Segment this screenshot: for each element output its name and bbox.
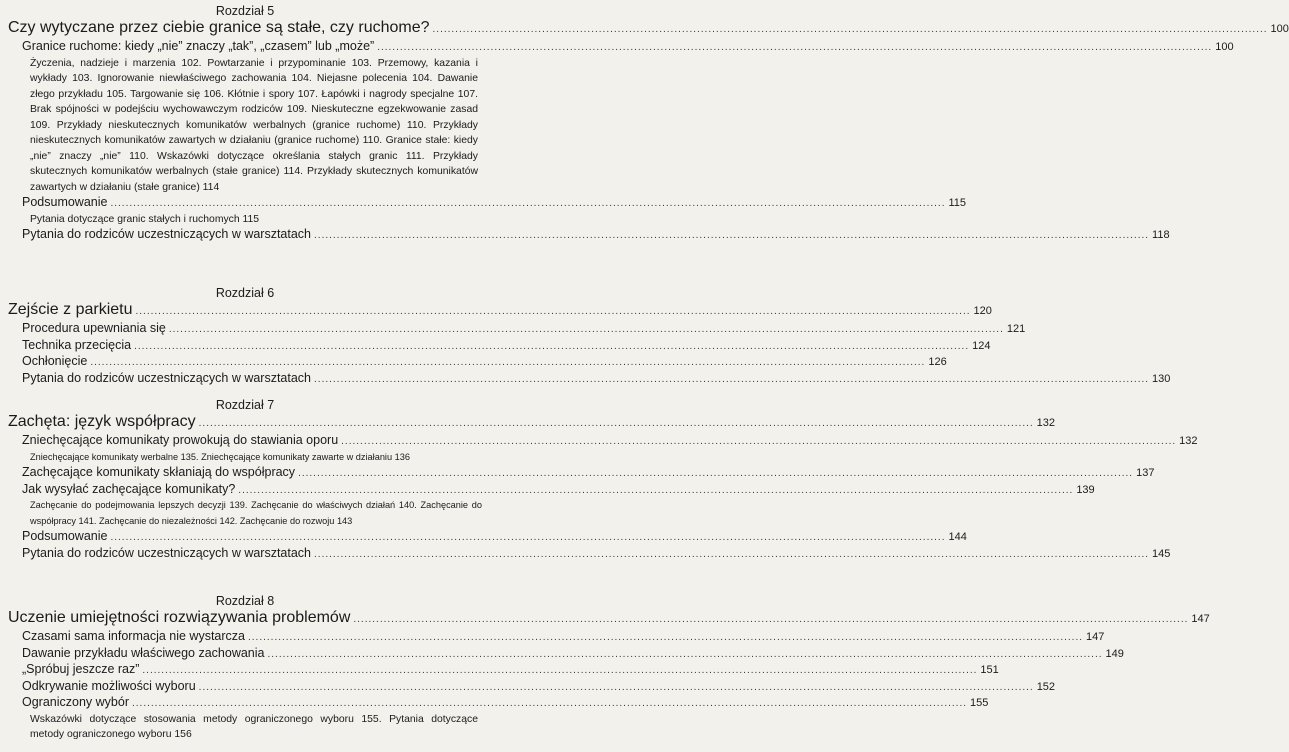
leader-dots bbox=[353, 611, 1188, 629]
chapter-5-title: Czy wytyczane przez ciebie granice są stałe, czy ruchome? bbox=[8, 19, 430, 36]
page-number: 132 bbox=[1036, 417, 1056, 429]
section-title: Jak wysyłać zachęcające komunikaty? bbox=[22, 481, 236, 496]
page-number: 120 bbox=[973, 305, 992, 317]
section-row bbox=[8, 337, 991, 355]
section-row bbox=[8, 662, 999, 679]
leader-dots bbox=[238, 483, 1073, 499]
leader-dots bbox=[341, 434, 1176, 450]
page-number: 151 bbox=[980, 664, 999, 676]
leader-dots bbox=[377, 40, 1212, 56]
chapter-7-label: Rozdział 7 bbox=[215, 398, 275, 412]
page-number: 132 bbox=[1179, 435, 1198, 447]
page-number: 130 bbox=[1152, 372, 1171, 385]
page-number: 124 bbox=[972, 339, 991, 352]
page-number: 149 bbox=[1105, 647, 1124, 660]
leader-dots bbox=[314, 228, 1149, 244]
chapter-5-title-row bbox=[8, 19, 1289, 39]
page-number: 121 bbox=[1006, 323, 1026, 335]
section-row bbox=[8, 433, 1198, 450]
leader-dots bbox=[298, 466, 1133, 482]
section-title: Podsumowanie bbox=[22, 529, 108, 543]
chapter-6-title: Zejście z parkietu bbox=[8, 301, 133, 318]
section-row bbox=[8, 695, 989, 712]
section-row bbox=[8, 645, 1124, 663]
section-row bbox=[8, 481, 1095, 499]
section-title: Zachęcające komunikaty skłaniają do współpracy bbox=[22, 465, 296, 479]
section-title: Technika przecięcia bbox=[22, 337, 132, 352]
leader-dots bbox=[314, 547, 1149, 563]
section-title: „Spróbuj jeszcze raz” bbox=[22, 662, 140, 676]
leader-dots bbox=[136, 303, 971, 321]
section-row bbox=[8, 678, 1056, 696]
subsection-list: Pytania dotyczące granic stałych i ruchomych 115 bbox=[30, 213, 260, 225]
section-title: Ochłonięcie bbox=[22, 354, 88, 368]
chapter-6-title-row bbox=[8, 301, 992, 321]
chapter-8-title: Uczenie umiejętności rozwiązywania problemów bbox=[8, 609, 351, 626]
page-number: 147 bbox=[1086, 631, 1105, 643]
chapter-8-title-row bbox=[8, 609, 1210, 629]
chapter-7 bbox=[8, 398, 1198, 562]
section-row bbox=[8, 465, 1155, 482]
section-row bbox=[8, 321, 1026, 338]
leader-dots bbox=[199, 680, 1034, 696]
section-row bbox=[8, 629, 1105, 646]
page-number: 100 bbox=[1270, 23, 1289, 35]
section-title: Granice ruchome: kiedy „nie” znaczy „tak”, „czasem” lub „może” bbox=[22, 39, 375, 53]
leader-dots bbox=[268, 647, 1103, 663]
page-number: 137 bbox=[1136, 467, 1155, 479]
section-row bbox=[8, 195, 967, 212]
section-row bbox=[8, 39, 1234, 56]
chapter-8-label: Rozdział 8 bbox=[215, 594, 275, 608]
page-number: 115 bbox=[948, 197, 967, 209]
section-title: Podsumowanie bbox=[22, 195, 108, 209]
subsection-list: Życzenia, nadzieje i marzenia 102. Powtarzanie i przypominanie 103. Przemowy, kazania i wykłady 103. Ignorowanie niewłaściwego zachowania 104. Niejasne polecenia 104. Dawanie złego przykładu 105. Targowanie się 106. Kłótnie i spory 107. Łapówki i nagrody specjalne 107. Brak spójności w podejściu wychowawczym rodziców 109. Nieskuteczne egzekwowanie zasad 109. Przykłady nieskutecznych komunikatów werbalnych (granice ruchome) 110. Przykłady nieskutecznych komunikatów zawartych w działaniu (granice ruchome) 110. Granice stałe: kiedy „nie” znaczy „nie” 110. Wskazówki dotyczące określania stałych granic 111. Przykłady skutecznych komunikatów werbalnych (stałe granice) 114. Przykłady skutecznych komunikatów zawartych w działaniu (stałe granice) 114 bbox=[30, 57, 478, 193]
chapter-7-title-row bbox=[8, 413, 1056, 433]
leader-dots bbox=[90, 355, 925, 371]
subsection-list: Zniechęcające komunikaty werbalne 135. Zniechęcające komunikaty zawarte w działaniu 136 bbox=[30, 451, 410, 462]
section-title: Dawanie przykładu właściwego zachowania bbox=[22, 645, 265, 660]
leader-dots bbox=[248, 630, 1083, 646]
section-title: Pytania do rodziców uczestniczących w warsztatach bbox=[22, 545, 312, 560]
chapter-7-title: Zachęta: język współpracy bbox=[8, 413, 196, 430]
page-number: 118 bbox=[1152, 229, 1170, 241]
page-number: 100 bbox=[1215, 41, 1234, 53]
section-title: Czasami sama informacja nie wystarcza bbox=[22, 629, 245, 643]
chapter-5 bbox=[8, 4, 1289, 244]
section-row bbox=[8, 354, 947, 371]
section-row bbox=[8, 545, 1171, 563]
leader-dots bbox=[314, 372, 1149, 388]
leader-dots bbox=[110, 196, 945, 212]
page-number: 152 bbox=[1036, 680, 1056, 693]
section-title: Procedura upewniania się bbox=[22, 321, 166, 335]
section-title: Pytania do rodziców uczestniczących w warsztatach bbox=[22, 227, 312, 241]
section-row bbox=[8, 370, 1171, 388]
chapter-6 bbox=[8, 286, 1171, 387]
chapter-8 bbox=[8, 594, 1210, 743]
section-row bbox=[8, 529, 967, 546]
page-number: 126 bbox=[928, 356, 947, 368]
section-title: Ograniczony wybór bbox=[22, 695, 129, 709]
chapter-5-label: Rozdział 5 bbox=[215, 4, 275, 18]
subsection-list: Wskazówki dotyczące stosowania metody ograniczonego wyboru 155. Pytania dotyczące metody ograniczonego wyboru 156 bbox=[30, 713, 478, 740]
leader-dots bbox=[110, 530, 945, 546]
leader-dots bbox=[199, 415, 1034, 433]
page-number: 147 bbox=[1191, 613, 1210, 625]
page-number: 145 bbox=[1152, 547, 1171, 560]
section-title: Odkrywanie możliwości wyboru bbox=[22, 678, 196, 693]
page-number: 139 bbox=[1076, 483, 1095, 496]
chapter-6-label: Rozdział 6 bbox=[215, 286, 275, 300]
section-title: Pytania do rodziców uczestniczących w warsztatach bbox=[22, 370, 312, 385]
leader-dots bbox=[132, 696, 967, 712]
page-number: 144 bbox=[948, 531, 967, 543]
subsection-list: Zachęcanie do podejmowania lepszych decyzji 139. Zachęcanie do właściwych działań 140. Zachęcanie do współpracy 141. Zachęcanie do niezależności 142. Zachęcanie do rozwoju 143 bbox=[30, 500, 482, 526]
section-title: Zniechęcające komunikaty prowokują do stawiania oporu bbox=[22, 433, 339, 447]
leader-dots bbox=[134, 339, 969, 355]
leader-dots bbox=[433, 21, 1268, 39]
page-number: 155 bbox=[970, 697, 989, 709]
leader-dots bbox=[169, 322, 1004, 338]
section-row bbox=[8, 227, 1170, 244]
leader-dots bbox=[142, 663, 977, 679]
